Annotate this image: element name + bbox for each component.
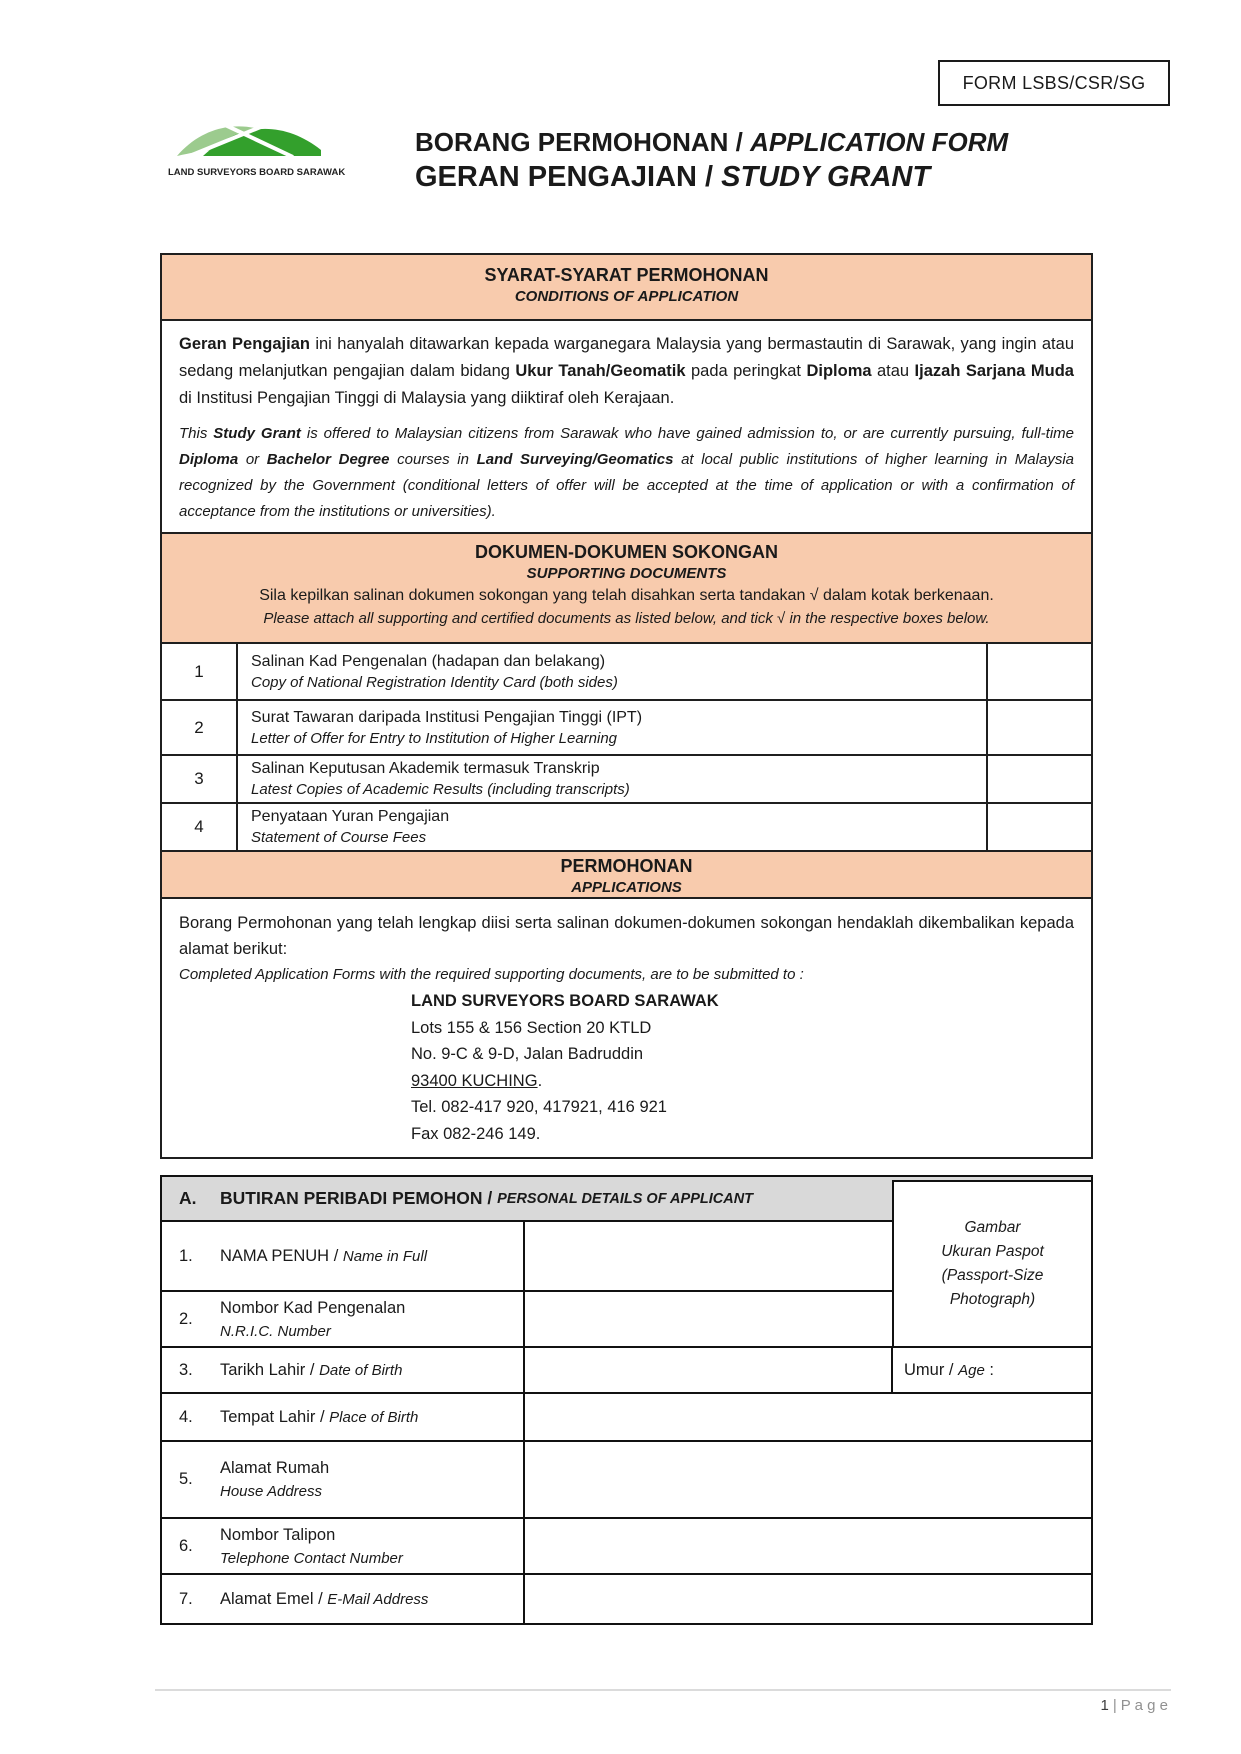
- age-value-cell[interactable]: [893, 1348, 1091, 1392]
- section-a-heading-en: PERSONAL DETAILS OF APPLICANT: [497, 1190, 754, 1207]
- field-label-my: Nombor Kad Pengenalan: [220, 1298, 406, 1317]
- title2-my: GERAN PENGAJIAN: [415, 160, 697, 193]
- field-label-en: N.R.I.C. Number: [220, 1322, 331, 1340]
- document-desc-en: Statement of Course Fees: [251, 829, 427, 846]
- submission-address: [411, 988, 1074, 1147]
- field-number: 7.: [179, 1589, 193, 1608]
- field-label-text: [220, 1405, 515, 1429]
- photo-box-line-3: (Passport-Size: [941, 1267, 1044, 1284]
- field-label-en: Place of Birth: [329, 1409, 419, 1426]
- document-desc-en: Letter of Offer for Entry to Institution of Higher Learning: [251, 729, 618, 747]
- field-label-my: Tempat Lahir: [220, 1408, 316, 1426]
- applications-paragraph-en: Completed Application Forms with the required supporting documents, are to be submitted to :: [179, 966, 804, 983]
- field-label-sep: /: [313, 1590, 328, 1608]
- document-desc-my: Salinan Keputusan Akademik termasuk Transkrip: [251, 760, 600, 777]
- field-label: [162, 1394, 525, 1440]
- email-input-cell[interactable]: [525, 1575, 1091, 1623]
- age-label-en: Age: [958, 1361, 985, 1379]
- title2-en: STUDY GRANT: [721, 160, 931, 193]
- field-label-text: [220, 1587, 515, 1611]
- field-label-en: House Address: [220, 1483, 322, 1500]
- field-number: 6.: [179, 1536, 193, 1555]
- section-a-heading-my: BUTIRAN PERIBADI PEMOHON: [220, 1188, 483, 1208]
- photo-box-line-4: Photograph): [949, 1291, 1036, 1308]
- age-label-my: Umur: [904, 1361, 945, 1379]
- footer-divider: [155, 1689, 1171, 1691]
- field-label-my: Alamat Rumah: [220, 1459, 330, 1477]
- form-code-box: [938, 60, 1170, 106]
- field-label-my: Tarikh Lahir: [220, 1361, 306, 1379]
- passport-photo-box[interactable]: [892, 1180, 1093, 1348]
- field-label: [162, 1348, 525, 1392]
- document-description: [238, 644, 986, 699]
- field-label-my: NAMA PENUH: [220, 1247, 330, 1265]
- field-label: [162, 1222, 525, 1290]
- document-desc-my: Surat Tawaran daripada Institusi Pengajian Tinggi (IPT): [251, 708, 643, 726]
- title2-sep: /: [697, 160, 722, 193]
- field-number: 2.: [179, 1309, 193, 1328]
- conditions-paragraph-en: This Study Grant is offered to Malaysian citizens from Sarawak who have gained admission to, or are currently pursuing, full-time Diploma or Bachelor Degree courses in Land Surveying/Geomatics at local public institutions of higher learning in Malaysia recognized by the Government (conditional letters of offer will be accepted at the time of application or with a confirmation of acceptance from the institutions or universities).: [179, 425, 1074, 520]
- applications-header-band: [162, 850, 1091, 897]
- field-label-text: [220, 1523, 515, 1570]
- title-line-2: [415, 159, 1008, 195]
- field-number: 3.: [179, 1360, 193, 1379]
- field-label-en: Date of Birth: [319, 1362, 403, 1379]
- tick-box-1[interactable]: [986, 644, 1091, 699]
- pob-input-cell[interactable]: [525, 1394, 1091, 1440]
- document-number: 2: [162, 701, 238, 754]
- field-label: [162, 1519, 525, 1573]
- photo-box-line-1: Gambar: [964, 1219, 1021, 1236]
- field-label-sep: /: [305, 1361, 320, 1379]
- age-label-sep: /: [944, 1360, 959, 1379]
- field-number: 1.: [179, 1246, 193, 1265]
- document-row-1: [162, 642, 1091, 699]
- footer-page-word: P a g e: [1120, 1697, 1168, 1714]
- address-telephone: Tel. 082-417 920, 417921, 416 921: [411, 1098, 667, 1116]
- document-number: 1: [162, 644, 238, 699]
- tick-box-4[interactable]: [986, 804, 1091, 850]
- document-desc-my: Salinan Kad Pengenalan (hadapan dan belakang): [251, 652, 606, 670]
- field-row-house-address: [162, 1442, 1091, 1519]
- telephone-input-cell[interactable]: [525, 1519, 1091, 1573]
- documents-heading-my: DOKUMEN-DOKUMEN SOKONGAN: [475, 542, 778, 562]
- conditions-paragraph-my: Geran Pengajian ini hanyalah ditawarkan kepada warganegara Malaysia yang bermastautin di Sarawak, yang ingin atau sedang melanjutkan pengajian dalam bidang Ukur Tanah/Geomatik pada peringkat Diploma atau Ijazah Sarjana Muda di Institusi Pengajian Tinggi di Malaysia yang diiktiraf oleh Kerajaan.: [179, 335, 1074, 407]
- document-desc-en: Copy of National Registration Identity Card (both sides): [251, 673, 618, 691]
- field-row-telephone: [162, 1519, 1091, 1575]
- document-row-4: [162, 802, 1091, 850]
- document-desc-en: Latest Copies of Academic Results (including transcripts): [251, 781, 630, 798]
- document-row-3: [162, 754, 1091, 802]
- applications-body: [162, 897, 1091, 1157]
- address-fax: Fax 082-246 149.: [411, 1124, 541, 1143]
- field-label-text: [220, 1456, 515, 1503]
- conditions-heading-en: CONDITIONS OF APPLICATION: [514, 288, 739, 305]
- age-label-colon: :: [984, 1361, 994, 1379]
- field-label-en: E-Mail Address: [327, 1591, 429, 1608]
- field-label-my: Alamat Emel: [220, 1590, 314, 1608]
- form-code-text: FORM LSBS/CSR/SG: [962, 72, 1146, 93]
- section-a-personal-details: [160, 1175, 1093, 1625]
- applications-heading-my: PERMOHONAN: [560, 856, 693, 876]
- footer-separator: |: [1112, 1697, 1117, 1714]
- conditions-heading-my: SYARAT-SYARAT PERMOHONAN: [484, 265, 769, 285]
- house-address-input-cell[interactable]: [525, 1442, 1091, 1517]
- field-label: [162, 1575, 525, 1623]
- field-row-email: [162, 1575, 1091, 1623]
- field-label-en: Name in Full: [342, 1248, 428, 1265]
- title-line-1: [415, 126, 1008, 159]
- document-number: 4: [162, 804, 238, 850]
- documents-note-en: Please attach all supporting and certified documents as listed below, and tick √ in the respective boxes below.: [263, 610, 990, 627]
- field-label-my: Nombor Talipon: [220, 1525, 336, 1544]
- tick-box-3[interactable]: [986, 756, 1091, 802]
- dob-input-cell[interactable]: [525, 1348, 893, 1392]
- address-line-1: Lots 155 & 156 Section 20 KTLD: [411, 1018, 652, 1037]
- photo-box-line-2: Ukuran Paspot: [941, 1243, 1044, 1260]
- conditions-header-band: [162, 255, 1091, 319]
- field-label-sep: /: [329, 1247, 343, 1265]
- documents-note-my: Sila kepilkan salinan dokumen sokongan yang telah disahkan serta tandakan √ dalam kotak berkenaan.: [259, 587, 994, 604]
- address-line-3: 93400 KUCHING.: [411, 1071, 543, 1090]
- field-number: 5.: [179, 1470, 193, 1488]
- logo-caption: LAND SURVEYORS BOARD SARAWAK: [168, 167, 346, 178]
- lsbs-logo-graphic: [173, 120, 325, 166]
- lsbs-logo: [168, 120, 346, 178]
- field-label-text: [220, 1358, 515, 1382]
- title1-sep: /: [728, 127, 751, 157]
- document-number: 3: [162, 756, 238, 802]
- field-label-text: [220, 1244, 515, 1268]
- field-label-sep: /: [315, 1408, 330, 1426]
- conditions-body: [162, 319, 1091, 532]
- footer-page-number: 1: [1100, 1697, 1109, 1714]
- tick-box-2[interactable]: [986, 701, 1091, 754]
- document-description: [238, 804, 986, 850]
- form-title: [415, 126, 1008, 195]
- document-row-2: [162, 699, 1091, 754]
- documents-heading-en: SUPPORTING DOCUMENTS: [526, 565, 727, 582]
- field-label: [162, 1292, 525, 1346]
- main-table: [160, 253, 1093, 1159]
- page-number-footer: [1100, 1697, 1168, 1714]
- document-description: [238, 701, 986, 754]
- address-org-name: LAND SURVEYORS BOARD SARAWAK: [411, 992, 719, 1010]
- section-a-label: A.: [179, 1188, 197, 1208]
- field-row-dob: [162, 1348, 1091, 1394]
- field-label-text: [220, 1296, 515, 1343]
- section-a-heading-sep: /: [482, 1188, 498, 1208]
- title1-my: BORANG PERMOHONAN: [415, 127, 729, 157]
- field-number: 4.: [179, 1407, 193, 1426]
- address-line-2: No. 9-C & 9-D, Jalan Badruddin: [411, 1045, 644, 1063]
- document-desc-my: Penyataan Yuran Pengajian: [251, 808, 450, 825]
- document-description: [238, 756, 986, 802]
- applications-heading-en: APPLICATIONS: [571, 879, 682, 896]
- applications-paragraph-my: Borang Permohonan yang telah lengkap diisi serta salinan dokumen-dokumen sokongan hendaklah dikembalikan kepada alamat berikut:: [179, 914, 1074, 958]
- field-label: [162, 1442, 525, 1517]
- title1-en: APPLICATION FORM: [750, 127, 1009, 157]
- documents-header-band: [162, 532, 1091, 642]
- field-label-en: Telephone Contact Number: [220, 1549, 403, 1567]
- field-row-pob: [162, 1394, 1091, 1442]
